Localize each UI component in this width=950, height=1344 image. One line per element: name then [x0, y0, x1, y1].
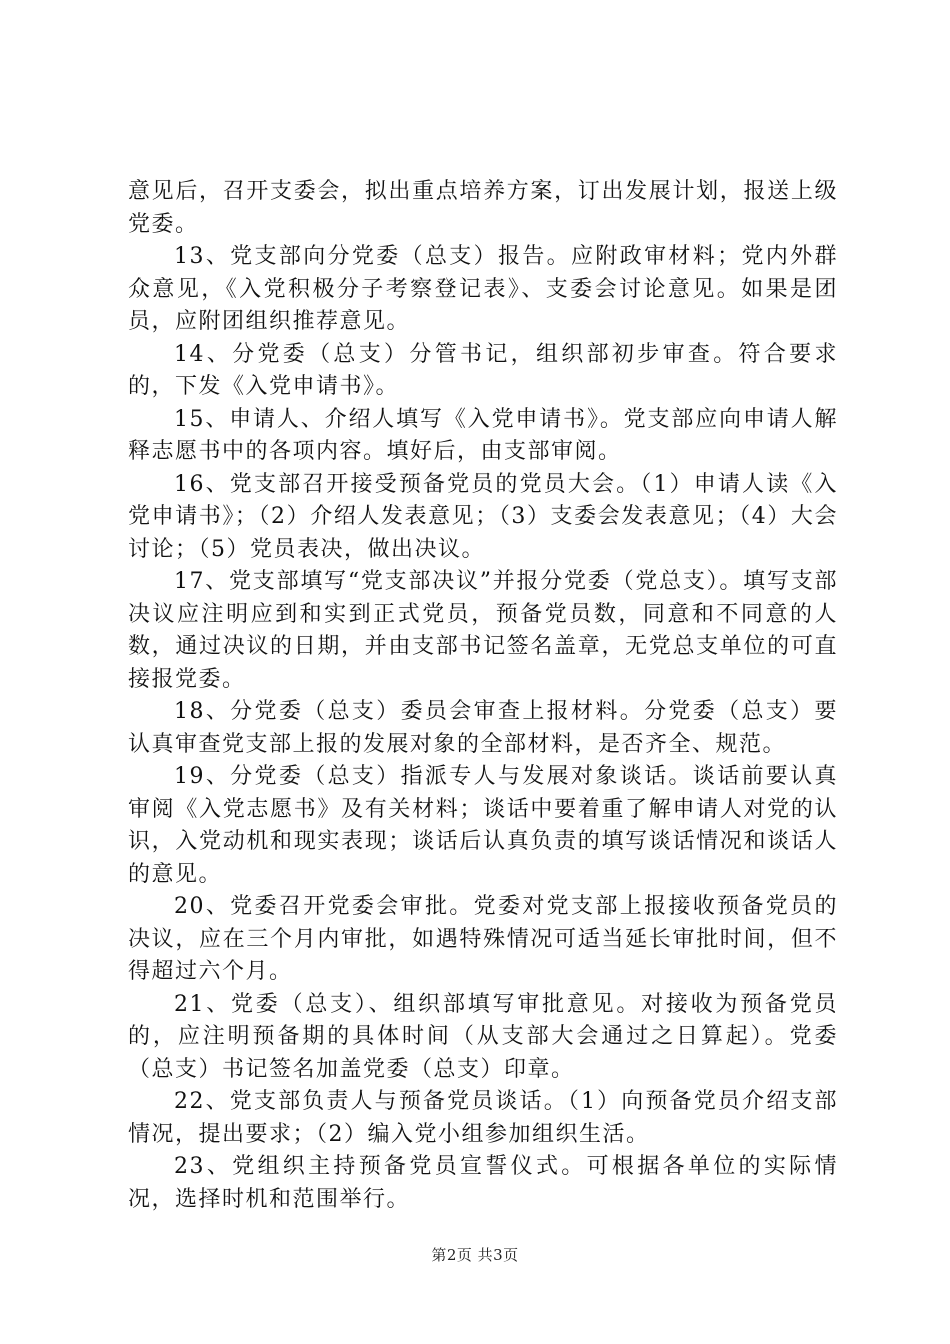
paragraph-item-13: 13、党支部向分党委（总支）报告。应附政审材料；党内外群众意见，《入党积极分子考察登记表》、支委会讨论意见。如果是团员，应附团组织推荐意见。 — [128, 244, 838, 334]
paragraph-item-23: 23、党组织主持预备党员宣誓仪式。可根据各单位的实际情况，选择时机和范围举行。 — [128, 1154, 838, 1212]
paragraph-item-21: 21、党委（总支）、组织部填写审批意见。对接收为预备党员的，应注明预备期的具体时间（从支部大会通过之日算起）。党委（总支）书记签名加盖党委（总支）印章。 — [128, 991, 838, 1082]
paragraph-continuation: 意见后，召开支委会，拟出重点培养方案，订出发展计划，报送上级党委。 — [128, 179, 838, 237]
paragraph-item-18: 18、分党委（总支）委员会审查上报材料。分党委（总支）要认真审查党支部上报的发展对象的全部材料，是否齐全、规范。 — [128, 699, 838, 757]
paragraph-item-22: 22、党支部负责人与预备党员谈话。（1）向预备党员介绍支部情况，提出要求；（2）编入党小组参加组织生活。 — [128, 1089, 838, 1147]
paragraph-item-16: 16、党支部召开接受预备党员的党员大会。（1）申请人读《入党申请书》；（2）介绍人发表意见；（3）支委会发表意见；（4）大会讨论；（5）党员表决，做出决议。 — [128, 471, 838, 562]
paragraph-item-19: 19、分党委（总支）指派专人与发展对象谈话。谈话前要认真审阅《入党志愿书》及有关材料；谈话中要着重了解申请人对党的认识，入党动机和现实表现；谈话后认真负责的填写谈话情况和谈话人的意见。 — [128, 764, 838, 887]
paragraph-item-20: 20、党委召开党委会审批。党委对党支部上报接收预备党员的决议，应在三个月内审批，如遇特殊情况可适当延长审批时间，但不得超过六个月。 — [128, 894, 838, 984]
paragraph-item-14: 14、分党委（总支）分管书记，组织部初步审查。符合要求的，下发《入党申请书》。 — [128, 341, 838, 399]
paragraph-item-15: 15、申请人、介绍人填写《入党申请书》。党支部应向申请人解释志愿书中的各项内容。填好后，由支部审阅。 — [128, 406, 838, 464]
paragraph-item-17: 17、党支部填写“党支部决议”并报分党委（党总支）。填写支部决议应注明应到和实到正式党员，预备党员数，同意和不同意的人数，通过决议的日期，并由支部书记签名盖章，无党总支单位的可直接报党委。 — [128, 569, 838, 692]
document-body — [128, 176, 838, 1216]
page-number-footer: 第2页 共3页 — [431, 1246, 519, 1264]
